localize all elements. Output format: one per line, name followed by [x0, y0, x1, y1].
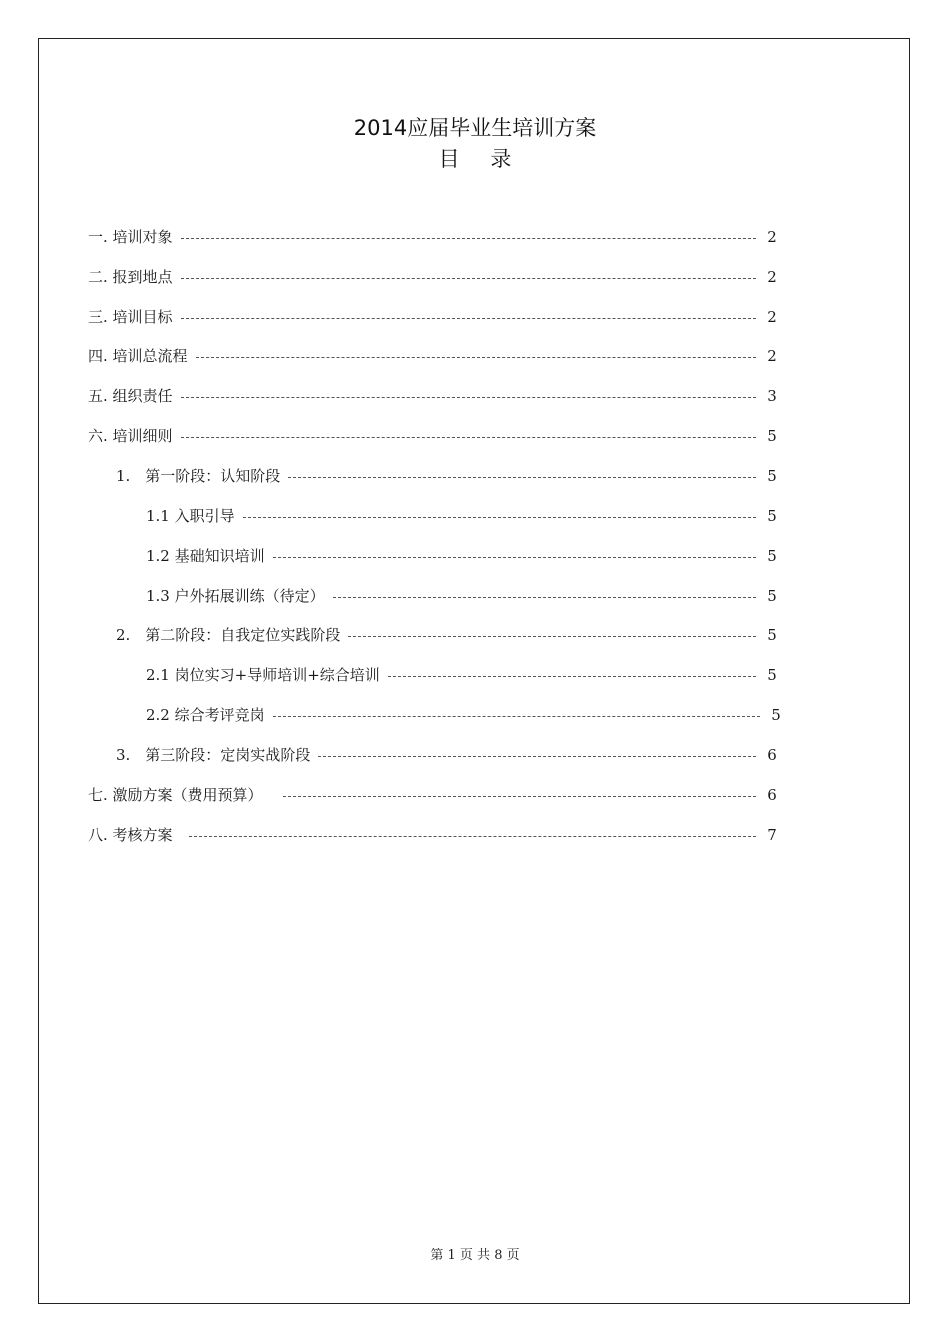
toc-entry-label: 2.1 岗位实习+导师培训+综合培训	[146, 666, 380, 684]
toc-entry-label: 三. 培训目标	[88, 308, 173, 326]
toc-entry-page: 7	[767, 826, 777, 844]
toc-entry-label: 1.2 基础知识培训	[146, 547, 265, 565]
toc-entry-page: 5	[767, 427, 777, 445]
toc-leader-line	[181, 278, 756, 279]
toc-entry-label: 五. 组织责任	[88, 387, 173, 405]
toc-leader-line	[333, 597, 756, 598]
toc-entry[interactable]	[146, 504, 778, 528]
toc-entry-label: 六. 培训细则	[88, 427, 173, 445]
page-footer: 第 1 页 共 8 页	[430, 1248, 520, 1263]
toc-entry-label: 八. 考核方案	[88, 826, 173, 844]
toc-entry[interactable]	[146, 584, 778, 608]
toc-heading: 目 录	[438, 147, 524, 171]
toc-leader-line	[196, 357, 756, 358]
toc-entry[interactable]	[88, 783, 778, 807]
toc-leader-line	[181, 318, 756, 319]
toc-entry-label: 1. 第一阶段：认知阶段	[116, 467, 281, 485]
toc-entry-page: 2	[767, 308, 777, 326]
toc-entry-page: 5	[771, 706, 781, 724]
toc-entry-page: 5	[767, 507, 777, 525]
toc-entry[interactable]	[88, 225, 778, 249]
toc-leader-line	[189, 836, 756, 837]
toc-entry-page: 6	[767, 746, 777, 764]
toc-entry[interactable]	[88, 384, 778, 408]
toc-leader-line	[273, 716, 760, 717]
toc-entry[interactable]	[88, 823, 778, 847]
toc-leader-line	[288, 477, 756, 478]
toc-entry[interactable]	[88, 265, 778, 289]
toc-leader-line	[273, 557, 756, 558]
toc-entry-label: 四. 培训总流程	[88, 347, 188, 365]
document-title: 2014应届毕业生培训方案	[353, 116, 597, 140]
toc-entry-label: 2.2 综合考评竞岗	[146, 706, 265, 724]
toc-leader-line	[181, 397, 756, 398]
toc-leader-line	[181, 238, 756, 239]
toc-leader-line	[283, 796, 756, 797]
toc-entry-page: 2	[767, 228, 777, 246]
toc-entry-page: 2	[767, 347, 777, 365]
toc-entry-page: 2	[767, 268, 777, 286]
toc-entry-page: 5	[767, 626, 777, 644]
toc-entry[interactable]	[88, 424, 778, 448]
toc-entry-page: 5	[767, 467, 777, 485]
toc-entry[interactable]	[116, 464, 778, 488]
toc-leader-line	[181, 437, 756, 438]
toc-leader-line	[388, 676, 756, 677]
toc-leader-line	[348, 636, 756, 637]
toc-entry[interactable]	[116, 623, 778, 647]
toc-entry-label: 1.1 入职引导	[146, 507, 235, 525]
toc-entry-label: 七. 激励方案（费用预算）	[88, 786, 263, 804]
toc-entry[interactable]	[116, 743, 778, 767]
toc-leader-line	[318, 756, 756, 757]
toc-entry[interactable]	[146, 663, 778, 687]
toc-entry-page: 5	[767, 587, 777, 605]
toc-entry[interactable]	[88, 305, 778, 329]
toc-entry-page: 5	[767, 666, 777, 684]
toc-entry-label: 1.3 户外拓展训练（待定）	[146, 587, 325, 605]
toc-leader-line	[243, 517, 756, 518]
toc-entry-page: 5	[767, 547, 777, 565]
toc-entry[interactable]	[88, 344, 778, 368]
toc-entry-page: 6	[767, 786, 777, 804]
toc-entry-label: 二. 报到地点	[88, 268, 173, 286]
toc-entry-label: 2. 第二阶段：自我定位实践阶段	[116, 626, 341, 644]
toc-entry-page: 3	[767, 387, 777, 405]
toc-entry-label: 3. 第三阶段：定岗实战阶段	[116, 746, 311, 764]
toc-entry[interactable]	[146, 544, 778, 568]
toc-entry-label: 一. 培训对象	[88, 228, 173, 246]
toc-entry[interactable]	[146, 703, 782, 727]
